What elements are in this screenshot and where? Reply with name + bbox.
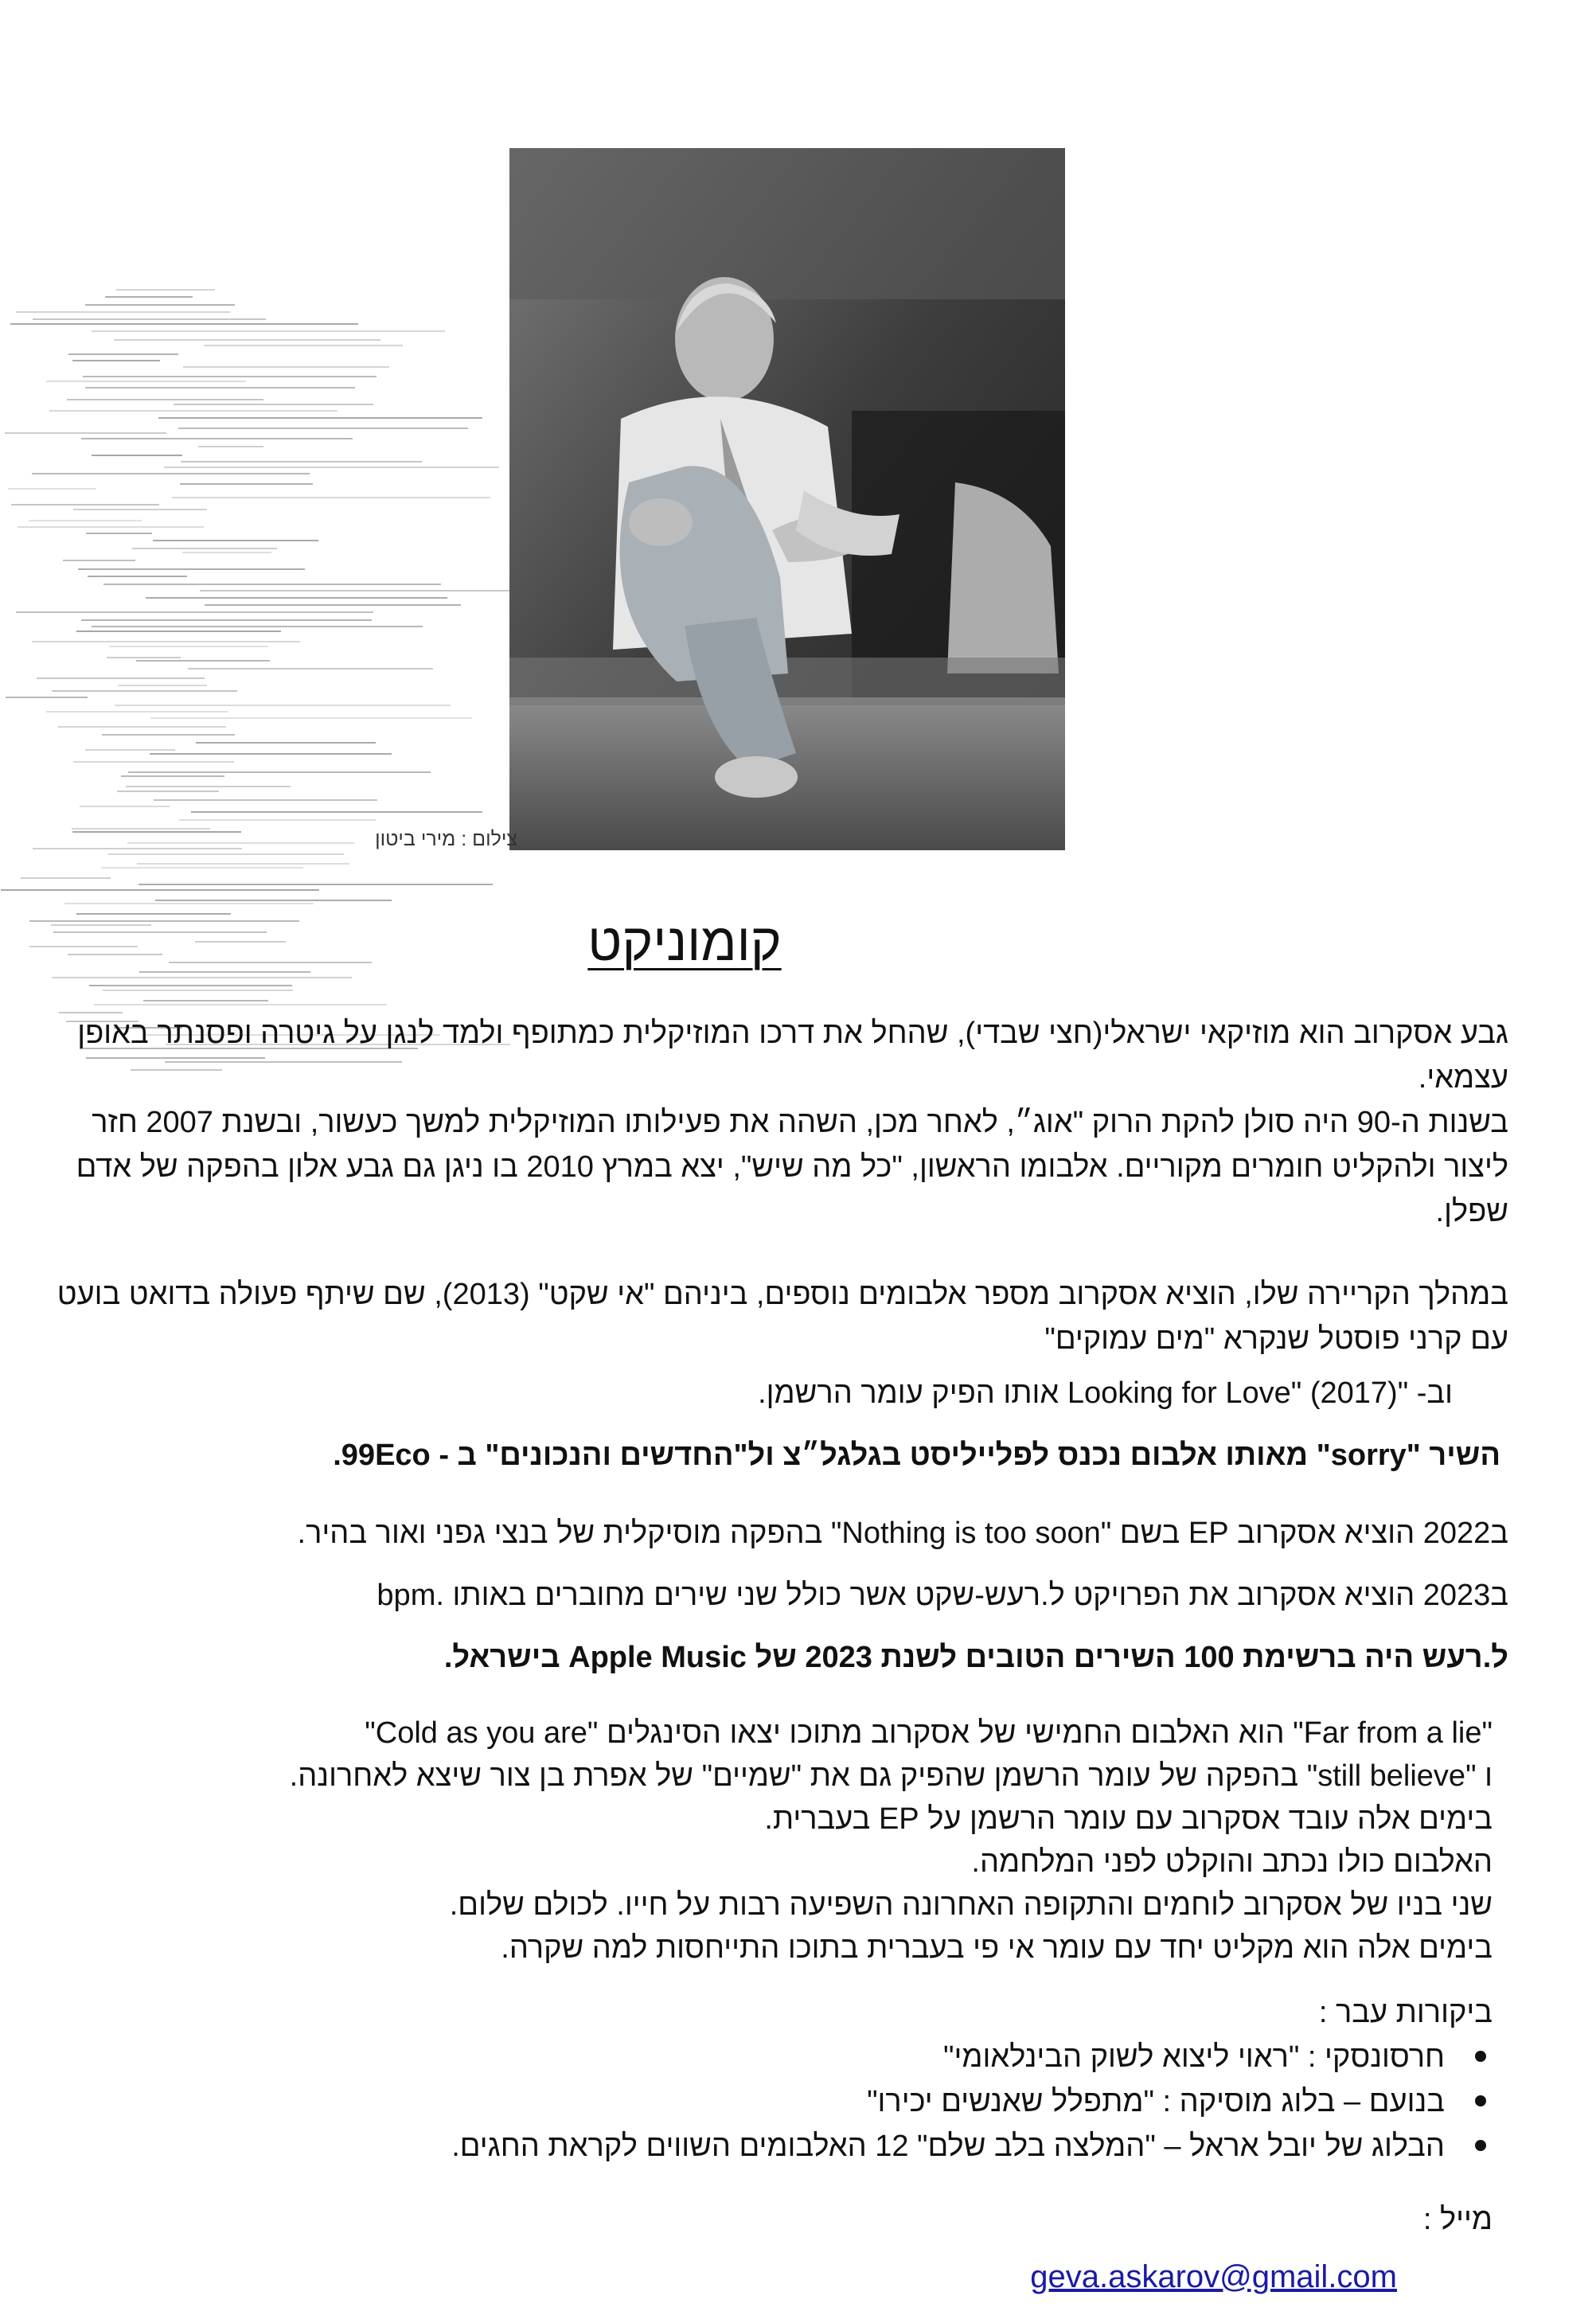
scan-line <box>58 726 226 728</box>
list-item: בנועם – בלוג מוסיקה : "מתפלל שאנשים יכירו" <box>299 2079 1445 2124</box>
scan-line <box>51 924 151 926</box>
scan-line <box>178 428 468 429</box>
scan-line <box>108 853 344 855</box>
email-link[interactable]: geva.askarov@gmail.com <box>1030 2259 1397 2294</box>
scan-line <box>76 913 231 915</box>
scan-line <box>32 473 310 474</box>
scan-line <box>29 520 142 521</box>
scan-line <box>204 345 402 346</box>
scan-line <box>205 604 460 606</box>
scan-line <box>182 552 271 553</box>
scan-line <box>29 946 138 947</box>
paragraph-text: ל.רעש היה ברשימת 100 השירים הטובים לשנת 2023 של Apple Music בישראל. <box>443 1641 1508 1674</box>
scan-line <box>16 311 230 313</box>
scan-line <box>46 711 228 713</box>
scan-line <box>72 828 210 830</box>
scan-line <box>169 962 372 963</box>
scan-line <box>101 867 303 869</box>
scan-line <box>88 576 188 577</box>
scan-line <box>83 376 376 377</box>
scan-line <box>85 387 355 388</box>
scan-line <box>76 631 281 632</box>
scan-line <box>89 985 292 986</box>
scan-line <box>92 626 422 627</box>
scan-line <box>73 509 207 510</box>
scan-line <box>16 611 374 613</box>
scan-line <box>158 417 482 419</box>
scan-line <box>53 931 267 933</box>
scan-line <box>137 863 349 865</box>
scan-line <box>179 819 377 821</box>
paragraph-text: בימים אלה הוא מקליט יחד עם עומר אי פי בעברית בתוכו התייחסות למה שקרה. <box>501 1931 1493 1965</box>
page-title: קומוניקט <box>587 912 782 971</box>
scan-line <box>154 799 377 801</box>
list-item: הבלוג של יובל אראל – "המלצה בלב שלם" 12 האלבומים השווים לקראת החגים. <box>299 2124 1445 2169</box>
scan-line <box>85 749 175 751</box>
scan-line <box>180 483 313 485</box>
scan-line <box>6 697 88 698</box>
scan-line <box>73 761 234 763</box>
paragraph-looking-for-love <box>0 1371 1453 1415</box>
scan-line <box>198 446 264 447</box>
scan-line <box>68 353 178 355</box>
scan-line <box>115 705 451 706</box>
scan-line <box>72 831 241 833</box>
paragraph-text: גבע אסקרוב הוא מוזיקאי ישראלי(חצי שבדי), שהחל את דרכו המוזיקלית כמתופף ולמד לנגן על גיטרה ופסנתר באופן עצמאי. <box>77 1017 1508 1095</box>
list-item: חרסונסקי : "ראוי ליצוא לשוק הבינלאומי" <box>299 2035 1445 2079</box>
paragraph-text: ב2022 הוציא אסקרוב EP בשם "Nothing is too soon" בהפקה מוסיקלית של בנצי גפני ואור בהיר. <box>297 1517 1508 1550</box>
scan-line <box>114 339 380 341</box>
scan-line <box>92 455 182 456</box>
scan-line <box>21 877 111 879</box>
scan-line <box>143 1000 268 1001</box>
scan-line <box>103 584 441 585</box>
scan-line <box>52 977 352 978</box>
scan-line <box>78 568 305 570</box>
scan-line <box>81 438 353 439</box>
scan-line <box>139 971 311 973</box>
scan-line <box>11 504 159 506</box>
paragraph-apple-music <box>52 1635 1508 1680</box>
scan-line <box>191 811 482 813</box>
scan-line <box>150 753 392 755</box>
paragraph-text: בימים אלה עובד אסקרוב עם עומר הרשמן על EP בעברית. <box>764 1802 1493 1836</box>
scan-line <box>118 685 207 686</box>
scan-line <box>64 903 314 904</box>
paragraph-text: האלבום כולו נכתב והוקלט לפני המלחמה. <box>971 1845 1493 1879</box>
scan-line <box>37 677 205 679</box>
paragraph-text: ו "still believe" בהפקה של עומר הרשמן שהפיק גם את "שמיים" של אפרת בן צור שיצא לאחרונה. <box>289 1759 1493 1793</box>
scan-line <box>103 990 293 991</box>
scan-line <box>172 497 490 498</box>
scan-line <box>121 775 224 777</box>
scan-line <box>116 289 215 291</box>
paragraph-text: השיר "sorry" מאותו אלבום נכנס לפלייליסט בגלגל״צ ול"החדשים והנכונים" ב - 99Eco. <box>333 1439 1500 1472</box>
scan-line <box>174 404 373 405</box>
paragraph-text: בשנות ה-90 היה סולן להקת הרוק "אוג״, לאחר מכן, השהה את פעילותו המוזיקלית למשך כעשור, ובשנת 2007 חזר ליצור ולהקליט חומרים מקוריים. אלבומו הראשון, "כל מה שיש", יצא במרץ 2010 בו ניגן גם גבע אלון בהפקה של אדם שפלן. <box>76 1106 1508 1228</box>
reviews-section <box>299 1990 1493 2169</box>
paragraph-intro <box>52 1011 1508 1234</box>
scan-line <box>109 646 268 647</box>
scan-line <box>8 488 96 490</box>
scan-line <box>127 842 354 844</box>
scan-line <box>183 366 389 368</box>
scan-line <box>52 690 237 692</box>
scan-line <box>150 717 471 719</box>
scan-line <box>5 432 166 434</box>
reviews-list <box>299 2035 1493 2169</box>
reviews-heading: ביקורות עבר : <box>1318 1996 1493 2029</box>
scan-line <box>117 791 218 792</box>
scan-line <box>107 657 181 658</box>
scan-line <box>72 360 160 361</box>
scan-line <box>164 467 499 468</box>
scan-line <box>153 540 318 541</box>
photo-caption: צילום : מירי ביטון <box>375 828 517 850</box>
scan-line <box>33 318 266 320</box>
paragraph-text: ב2023 הוציא אסקרוב את הפרויקט ל.רעש-שקט אשר כולל שני שירים מחוברים באותו .bpm <box>377 1579 1508 1612</box>
paragraph-far-from-a-lie <box>36 1712 1493 1970</box>
scan-line <box>132 548 277 549</box>
paragraph-text: וב- "Looking for Love" (2017) אותו הפיק עומר הרשמן. <box>758 1376 1453 1410</box>
scan-line <box>188 668 433 670</box>
scan-line <box>128 771 431 773</box>
scan-line <box>196 742 375 744</box>
scan-line <box>67 399 263 400</box>
scan-line <box>126 786 291 787</box>
artist-photo <box>509 148 1065 850</box>
scan-line <box>195 941 286 943</box>
paragraph-text: שני בניו של אסקרוב לוחמים והתקופה האחרונה השפיעה רבות על חייו. לכולם שלום. <box>449 1888 1493 1922</box>
scan-line <box>80 806 170 807</box>
scan-line <box>92 330 444 332</box>
scan-line <box>32 641 300 642</box>
scan-line <box>29 920 299 922</box>
paragraph-text: במהלך הקריירה שלו, הוציא אסקרוב מספר אלבומים נוספים, ביניהם "אי שקט" (2013), שם שיתף פעולה בדואט בועט עם קרני פוסטל שנקרא "מים עמוקים" <box>57 1278 1508 1356</box>
scan-line <box>63 560 135 561</box>
scan-line <box>10 323 358 325</box>
paragraph-career <box>52 1272 1508 1361</box>
paragraph-sorry-single <box>44 1433 1500 1478</box>
scan-line <box>94 1004 387 1005</box>
scan-line <box>49 410 338 412</box>
contact-label <box>1015 2197 1493 2242</box>
scan-line <box>86 533 152 534</box>
scan-line <box>136 660 270 662</box>
contact-label-text: מייל : <box>1422 2203 1493 2236</box>
scan-line <box>155 900 392 901</box>
scan-line <box>1 889 319 891</box>
decorative-scan-lines <box>0 287 525 1107</box>
scan-line <box>102 734 235 736</box>
scan-line <box>46 381 246 382</box>
paragraph-2023-project <box>52 1573 1508 1618</box>
paragraph-2022-ep <box>52 1511 1508 1556</box>
scan-line <box>105 296 193 298</box>
paragraph-text: "Far from a lie" הוא האלבום החמישי של אסקרוב מתוכו יצאו הסינגלים "Cold as you are" <box>365 1716 1493 1750</box>
scan-line <box>85 304 235 306</box>
scan-line <box>146 597 447 599</box>
scan-line <box>18 526 203 528</box>
scan-line <box>181 461 422 463</box>
scan-line <box>139 884 493 885</box>
scan-line <box>81 619 372 621</box>
scan-line <box>33 848 242 849</box>
scan-line <box>200 590 525 591</box>
scan-line <box>68 954 162 955</box>
